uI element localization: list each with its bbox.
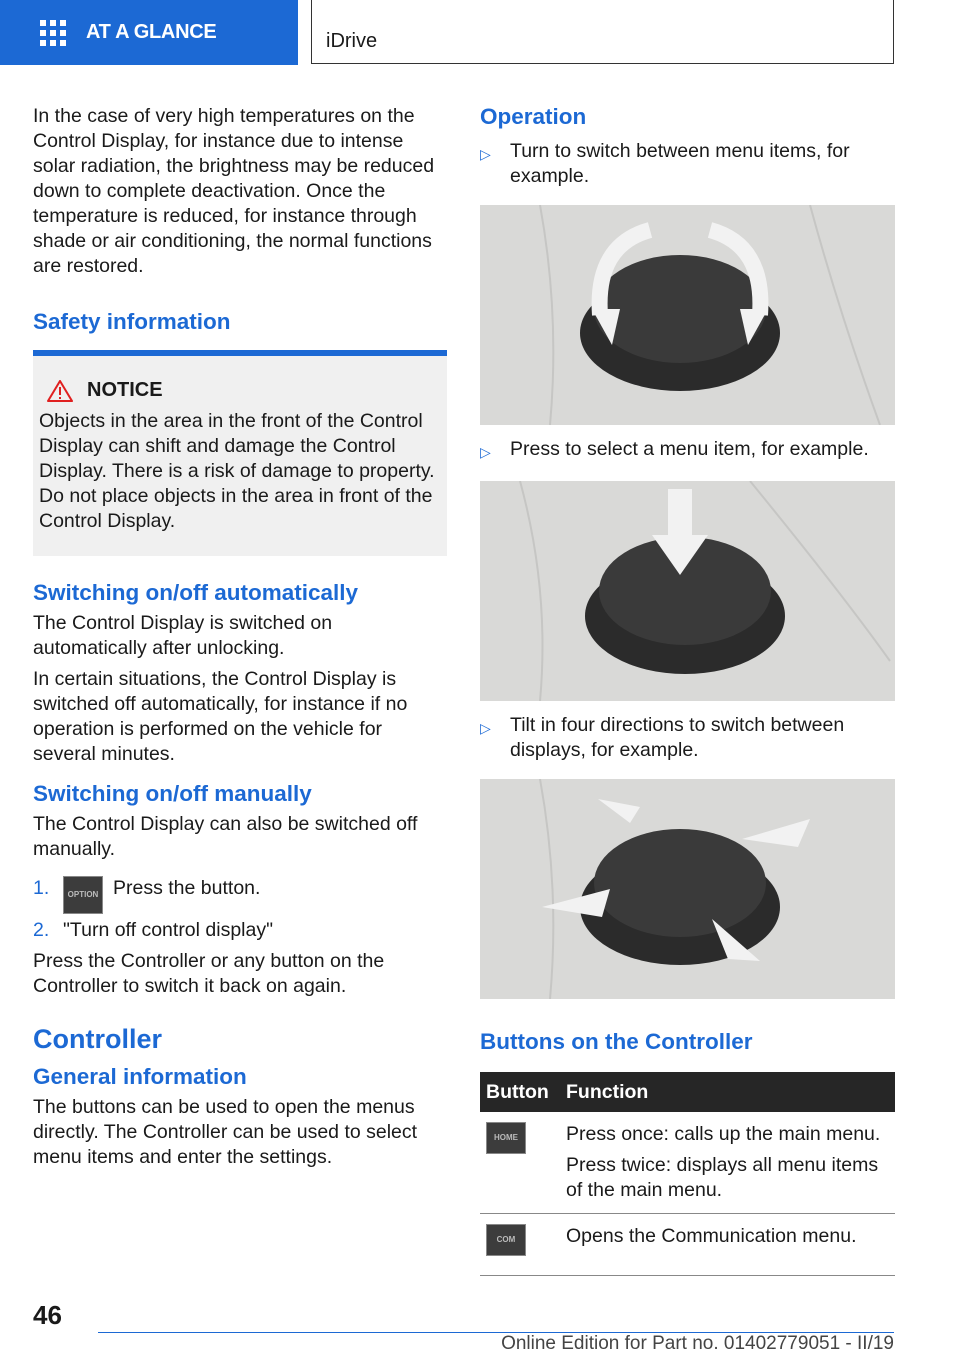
right-column <box>480 104 895 1276</box>
notice-title <box>39 378 439 403</box>
auto-paragraph-1: The Control Display is switched on automatically after unlocking. <box>33 612 333 659</box>
intro-paragraph: In the case of very high temperatures on the Control Display, for instance due to intense solar radiation, the brightness may be reduced down to complete deactivation. Once the temperature is reduced, for instance through shade or air conditioning, the normal functions are restored. <box>33 105 435 277</box>
step-number: 1. <box>33 877 50 899</box>
step-text: "Turn off control display" <box>63 919 274 941</box>
controller-press-image <box>480 481 895 701</box>
table-cell-function <box>560 1214 895 1276</box>
table-row <box>480 1214 895 1276</box>
buttons-heading: Buttons on the Controller <box>480 1029 753 1054</box>
buttons-table <box>480 1072 895 1276</box>
function-line: Press twice: displays all menu items of the main menu. <box>566 1154 879 1201</box>
com-button-icon: COM <box>486 1224 526 1256</box>
page-number: 46 <box>33 1300 62 1330</box>
warning-icon <box>47 380 73 402</box>
section-tab-label: AT A GLANCE <box>86 21 217 43</box>
current-topic-tab: iDrive <box>311 0 894 64</box>
manual-paragraph-1: The Control Display can also be switched off manually. <box>33 813 418 860</box>
auto-paragraph-2: In certain situations, the Control Display is switched off automatically, for instance if no operation is performed on the vehicle for several minutes. <box>33 668 408 765</box>
notice-box <box>33 350 447 556</box>
function-line: Opens the Communication menu. <box>566 1225 857 1247</box>
function-line: Press once: calls up the main menu. <box>566 1123 881 1145</box>
footer-edition: Online Edition for Part no. 01402779051 - II/19 <box>501 1333 894 1354</box>
bullet-press <box>480 437 895 465</box>
notice-text: Objects in the area in the front of the Control Display can shift and damage the Control Display. There is a risk of damage to property. Do not place objects in the area in front of the Control Display. <box>39 410 435 532</box>
table-header-row <box>480 1072 895 1112</box>
safety-heading: Safety information <box>33 309 231 334</box>
step-1 <box>33 876 447 914</box>
bullet-text: Press to select a menu item, for example. <box>510 438 869 460</box>
table-cell-button <box>480 1112 560 1214</box>
option-button-icon: OPTION <box>63 876 103 914</box>
table-header-function: Function <box>560 1072 895 1112</box>
bullet-text: Tilt in four directions to switch between displays, for example. <box>510 714 845 761</box>
triangle-bullet-icon: ▷ <box>480 146 491 162</box>
page-header <box>0 0 960 66</box>
general-paragraph: The buttons can be used to open the menus directly. The Controller can be used to select menu items and enter the settings. <box>33 1096 418 1168</box>
table-cell-button <box>480 1214 560 1276</box>
step-2 <box>33 918 447 943</box>
triangle-bullet-icon: ▷ <box>480 444 491 460</box>
general-heading: General information <box>33 1064 247 1089</box>
bullet-tilt <box>480 713 895 763</box>
manual-heading: Switching on/off manually <box>33 781 312 806</box>
controller-turn-image <box>480 205 895 425</box>
grid-menu-icon <box>40 20 66 46</box>
operation-heading: Operation <box>480 104 587 129</box>
bullet-turn <box>480 139 895 189</box>
left-column <box>33 104 447 1170</box>
manual-paragraph-2: Press the Controller or any button on the Controller to switch it back on again. <box>33 950 385 997</box>
table-row <box>480 1112 895 1214</box>
table-header-button: Button <box>480 1072 560 1112</box>
controller-heading: Controller <box>33 1024 163 1054</box>
table-cell-function <box>560 1112 895 1214</box>
section-tab-at-a-glance[interactable] <box>0 0 298 65</box>
triangle-bullet-icon: ▷ <box>480 720 491 736</box>
bullet-text: Turn to switch between menu items, for example. <box>510 140 850 187</box>
step-text: Press the button. <box>113 877 261 899</box>
auto-heading: Switching on/off automatically <box>33 580 359 605</box>
step-number: 2. <box>33 919 50 941</box>
controller-tilt-image <box>480 779 895 999</box>
notice-label: NOTICE <box>87 379 163 401</box>
home-button-icon: HOME <box>486 1122 526 1154</box>
